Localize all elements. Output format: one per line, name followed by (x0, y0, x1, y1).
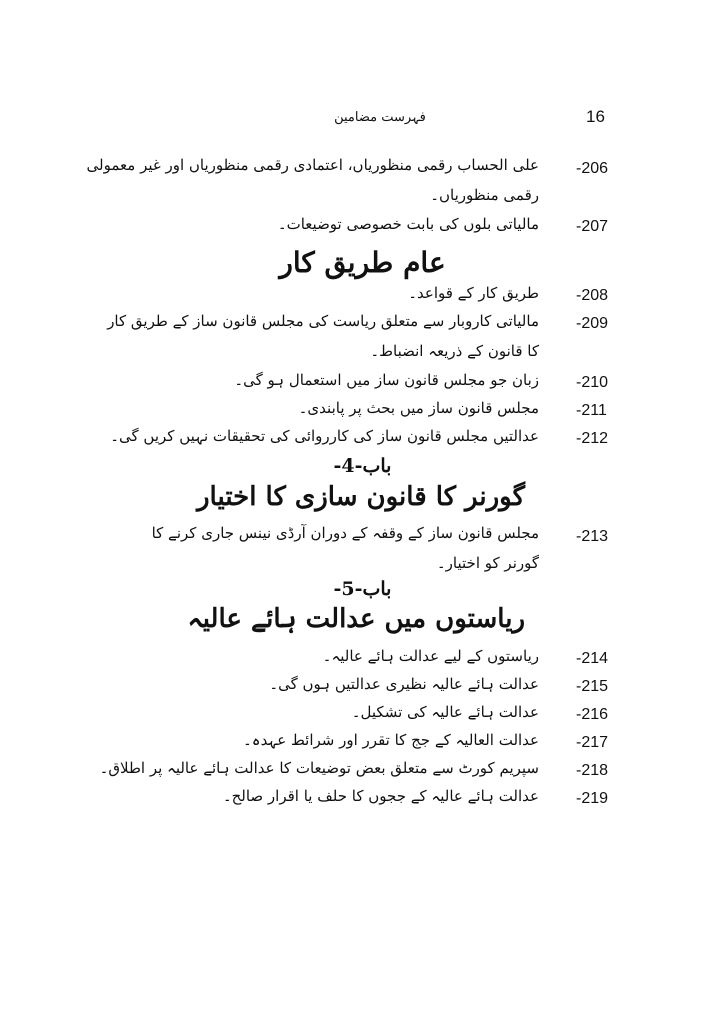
entry-text: عدالت ہائے عالیہ کے ججوں کا حلف یا اقرار صالح۔ (222, 787, 539, 805)
entry-text-continued: رقمی منظوریاں۔ (430, 186, 539, 204)
entry-text-continued: کا قانون کے ذریعہ انضباط۔ (370, 342, 539, 360)
entry-number: -211 (576, 402, 607, 419)
entry-text: طریق کار کے قواعد۔ (408, 284, 539, 302)
entry-text: سپریم کورٹ سے متعلق بعض توضیعات کا عدالت ہائے عالیہ پر اطلاق۔ (99, 759, 539, 777)
page-number: 16 (586, 107, 605, 126)
entry-number: -209 (576, 315, 609, 332)
entry-number: -219 (576, 790, 609, 807)
page-title: فہرست مضامین (334, 110, 426, 125)
entry-text: عدالت ہائے عالیہ نظیری عدالتیں ہوں گی۔ (269, 675, 539, 693)
chapter-title: ریاستوں میں عدالت ہائے عالیہ (187, 604, 525, 634)
entry-number: -213 (576, 528, 609, 545)
entry-text: مجلس قانون ساز میں بحث پر پابندی۔ (298, 399, 539, 417)
entry-number: -217 (576, 734, 609, 751)
entry-number: -215 (576, 678, 609, 695)
entry-text: ریاستوں کے لیے عدالت ہائے عالیہ۔ (322, 647, 539, 665)
chapter-label: باب-4- (333, 455, 392, 477)
chapter-label: باب-5- (333, 578, 392, 600)
section-heading: عام طریق کار (279, 246, 446, 279)
entry-text: علی الحساب رقمی منظوریاں، اعتمادی رقمی منظوریاں اور غیر معمولی (86, 156, 539, 174)
entry-number: -206 (576, 160, 609, 177)
entry-number: -214 (576, 650, 609, 667)
entry-text: عدالت العالیہ کے جج کا تقرر اور شرائط عہدہ۔ (242, 731, 539, 749)
entry-number: -216 (576, 706, 609, 723)
entry-number: -218 (576, 762, 609, 779)
entry-text: زبان جو مجلس قانون ساز میں استعمال ہو گی۔ (234, 371, 539, 389)
chapter-title: گورنر کا قانون سازی کا اختیار (197, 482, 525, 512)
entry-number: -210 (576, 374, 609, 391)
entry-text: مالیاتی بلوں کی بابت خصوصی توضیعات۔ (277, 215, 539, 233)
entry-number: -207 (576, 218, 609, 235)
entry-number: -208 (576, 287, 609, 304)
entry-text: مالیاتی کاروبار سے متعلق ریاست کی مجلس قانون ساز کے طریق کار (107, 312, 539, 330)
entry-text: مجلس قانون ساز کے وقفہ کے دوران آرڈی نینس جاری کرنے کا (151, 524, 539, 542)
entry-text: عدالتیں مجلس قانون ساز کی کارروائی کی تحقیقات نہیں کریں گی۔ (110, 427, 539, 445)
entry-text-continued: گورنر کو اختیار۔ (436, 554, 539, 572)
entry-text: عدالت ہائے عالیہ کی تشکیل۔ (351, 703, 539, 721)
entry-number: -212 (576, 430, 609, 447)
